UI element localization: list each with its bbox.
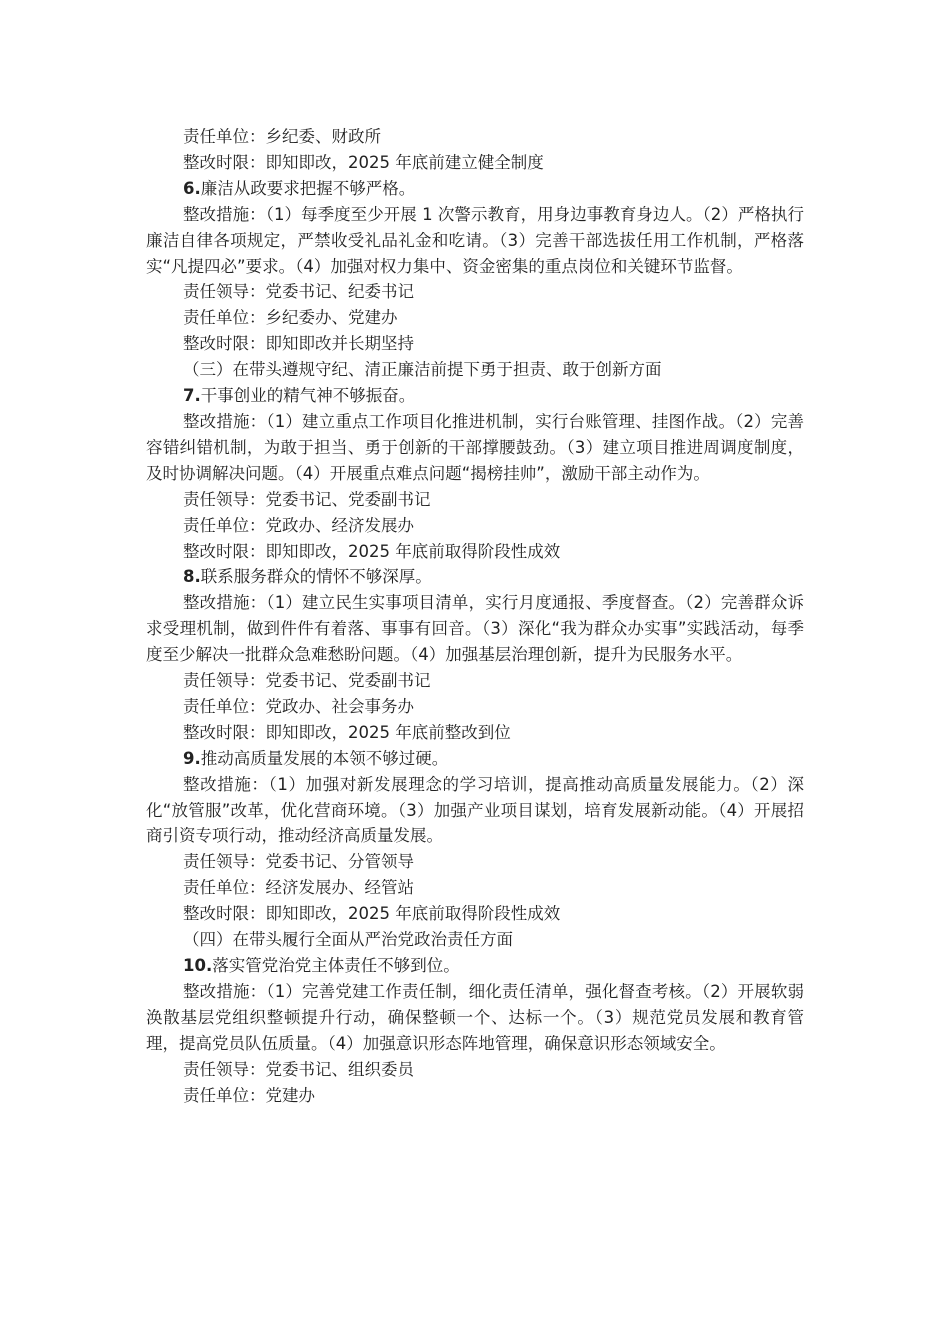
- section-heading: （四）在带头履行全面从严治党政治责任方面: [183, 930, 513, 950]
- responsible-leader-line: 责任领导：党委书记、党委副书记: [183, 489, 431, 509]
- issue-number: 10.: [183, 956, 213, 975]
- issue-number: 7.: [183, 386, 201, 406]
- issue-heading: [146, 383, 804, 409]
- deadline-line: 整改时限：即知即改并长期坚持: [183, 334, 414, 354]
- issue-number: 9.: [183, 748, 201, 768]
- responsible-unit-line: 责任单位：经济发展办、经管站: [183, 878, 414, 898]
- responsible-unit-line: 责任单位：党政办、经济发展办: [183, 515, 414, 535]
- responsible-unit-line: 责任单位：乡纪委、财政所: [183, 127, 381, 146]
- deadline-line: 整改时限：即知即改，2025 年底前取得阶段性成效: [183, 541, 561, 561]
- rectification-measures: 整改措施：（1）加强对新发展理念的学习培训，提高推动高质量发展能力。（2）深化“放管服”改革，优化营商环境。（3）加强产业项目谋划，培育发展新动能。（4）开展招商引资专项行动，推动经济高质量发展。: [146, 774, 804, 846]
- issue-heading: [146, 746, 804, 772]
- document-body: [146, 124, 804, 1108]
- issue-title: 干事创业的精气神不够振奋。: [200, 386, 416, 406]
- issue-title: 推动高质量发展的本领不够过硬。: [200, 748, 449, 768]
- responsible-unit-line: 责任单位：党建办: [183, 1085, 315, 1105]
- issue-title: 落实管党治党主体责任不够到位。: [212, 956, 460, 975]
- issue-title: 廉洁从政要求把握不够严格。: [200, 178, 416, 198]
- rectification-measures: 整改措施：（1）每季度至少开展 1 次警示教育，用身边事教育身边人。（2）严格执行廉洁自律各项规定，严禁收受礼品礼金和吃请。（3）完善干部选拔任用工作机制，严格落实“凡提四必”要求。（4）加强对权力集中、资金密集的重点岗位和关键环节监督。: [146, 204, 804, 276]
- issue-heading: [146, 176, 804, 202]
- rectification-measures: 整改措施：（1）建立重点工作项目化推进机制，实行台账管理、挂图作战。（2）完善容错纠错机制，为敢于担当、勇于创新的干部撑腰鼓劲。（3）建立项目推进周调度制度，及时协调解决问题。（4）开展重点难点问题“揭榜挂帅”，激励干部主动作为。: [146, 411, 804, 483]
- issue-heading: [146, 953, 804, 979]
- section-heading: （三）在带头遵规守纪、清正廉洁前提下勇于担责、敢于创新方面: [183, 360, 662, 380]
- responsible-leader-line: 责任领导：党委书记、组织委员: [183, 1059, 414, 1079]
- responsible-leader-line: 责任领导：党委书记、党委副书记: [183, 671, 431, 691]
- responsible-unit-line: 责任单位：党政办、社会事务办: [183, 696, 414, 716]
- responsible-leader-line: 责任领导：党委书记、分管领导: [183, 852, 414, 872]
- issue-number: 8.: [183, 567, 201, 587]
- deadline-line: 整改时限：即知即改，2025 年底前整改到位: [183, 722, 511, 742]
- deadline-line: 整改时限：即知即改，2025 年底前建立健全制度: [183, 152, 544, 172]
- rectification-measures: 整改措施：（1）建立民生实事项目清单，实行月度通报、季度督查。（2）完善群众诉求受理机制，做到件件有着落、事事有回音。（3）深化“我为群众办实事”实践活动，每季度至少解决一批群众急难愁盼问题。（4）加强基层治理创新，提升为民服务水平。: [146, 593, 804, 665]
- responsible-unit-line: 责任单位：乡纪委办、党建办: [183, 308, 398, 328]
- issue-number: 6.: [183, 178, 201, 198]
- rectification-measures: 整改措施：（1）完善党建工作责任制，细化责任清单，强化督查考核。（2）开展软弱涣散基层党组织整顿提升行动，确保整顿一个、达标一个。（3）规范党员发展和教育管理，提高党员队伍质量。（4）加强意识形态阵地管理，确保意识形态领域安全。: [146, 981, 804, 1053]
- deadline-line: 整改时限：即知即改，2025 年底前取得阶段性成效: [183, 904, 561, 924]
- issue-heading: [146, 564, 804, 590]
- responsible-leader-line: 责任领导：党委书记、纪委书记: [183, 282, 414, 302]
- issue-title: 联系服务群众的情怀不够深厚。: [200, 567, 432, 587]
